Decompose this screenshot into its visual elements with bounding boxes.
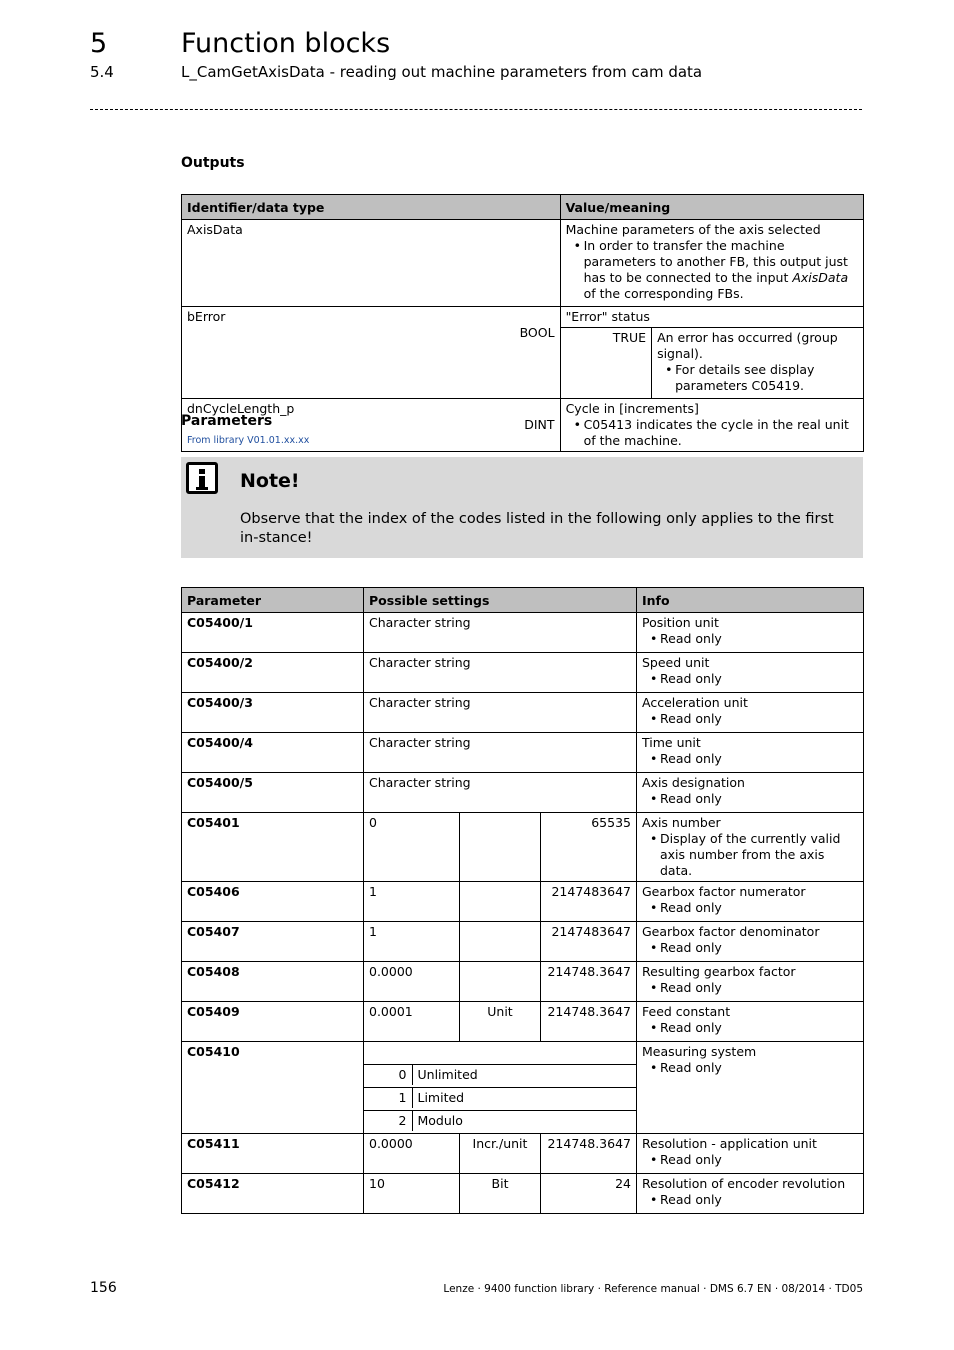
value-desc-text: An error has occurred (group signal). — [657, 330, 838, 361]
param-code: C05400/4 — [182, 733, 364, 773]
param-info-text: Resolution - application unit — [642, 1136, 817, 1151]
param-info-text: Position unit — [642, 615, 719, 630]
header-divider — [90, 109, 862, 110]
param-info — [637, 613, 864, 653]
param-min: 0.0000 — [364, 962, 460, 1002]
param-unit — [460, 922, 541, 962]
param-info-text: Axis number — [642, 815, 721, 830]
param-code: C05407 — [182, 922, 364, 962]
output-type: DINT — [524, 417, 555, 432]
note-text: Observe that the index of the codes listed in the following only applies to the first in-stance! — [240, 511, 834, 546]
table-row — [182, 220, 864, 307]
param-info — [637, 1002, 864, 1042]
library-version-link[interactable]: From library V01.01.xx.xx — [187, 435, 310, 446]
param-info — [637, 1042, 864, 1134]
option-value: 2 — [364, 1111, 412, 1131]
option-label: Unlimited — [417, 1067, 478, 1082]
table-row — [182, 922, 864, 962]
param-code: C05411 — [182, 1134, 364, 1174]
table-row — [182, 1042, 864, 1065]
output-name: bError — [187, 309, 226, 324]
param-code: C05400/3 — [182, 693, 364, 733]
section-title: L_CamGetAxisData - reading out machine parameters from cam data — [181, 63, 703, 81]
table-row — [182, 813, 864, 882]
table-row — [182, 1174, 864, 1214]
table-row — [182, 882, 864, 922]
param-min: 0 — [364, 813, 460, 882]
berror-values — [561, 328, 863, 398]
table-row — [182, 613, 864, 653]
info-icon — [186, 462, 218, 494]
param-info — [637, 733, 864, 773]
param-info-text: Axis designation — [642, 775, 745, 790]
param-info-text: Measuring system — [642, 1044, 757, 1059]
output-name: dnCycleLength_p — [187, 401, 295, 416]
chapter-title: Function blocks — [181, 28, 391, 59]
value-true: TRUE — [561, 328, 652, 398]
param-min: 1 — [364, 882, 460, 922]
table-row — [182, 307, 864, 399]
bullet-item — [584, 238, 858, 302]
param-unit: Incr./unit — [460, 1134, 541, 1174]
col-header-parameter: Parameter — [182, 588, 364, 613]
param-info-text: Speed unit — [642, 655, 710, 670]
param-code: C05400/5 — [182, 773, 364, 813]
param-max: 2147483647 — [541, 922, 637, 962]
param-code: C05400/1 — [182, 613, 364, 653]
output-desc — [560, 307, 863, 399]
bullet-item: • Read only — [660, 631, 858, 647]
param-setting: Character string — [364, 773, 637, 813]
param-info — [637, 1134, 864, 1174]
param-max: 65535 — [541, 813, 637, 882]
param-info — [637, 922, 864, 962]
table-row — [182, 1002, 864, 1042]
bullet-item: • Read only — [660, 751, 858, 767]
param-max: 214748.3647 — [541, 962, 637, 1002]
param-info — [637, 1174, 864, 1214]
footer-text: Lenze · 9400 function library · Reference manual · DMS 6.7 EN · 08/2014 · TD05 — [443, 1283, 863, 1295]
output-name: AxisData — [182, 220, 561, 307]
table-row — [182, 733, 864, 773]
param-unit — [460, 813, 541, 882]
param-info — [637, 962, 864, 1002]
col-header-info: Info — [637, 588, 864, 613]
output-name-cell — [182, 307, 561, 399]
param-unit — [460, 882, 541, 922]
param-code: C05412 — [182, 1174, 364, 1214]
param-min: 1 — [364, 922, 460, 962]
param-info — [637, 693, 864, 733]
output-desc-text: "Error" status — [561, 307, 863, 328]
param-max: 214748.3647 — [541, 1134, 637, 1174]
bullet-emphasis: AxisData — [792, 270, 849, 285]
bullet-item: • Read only — [660, 711, 858, 727]
option-label: Limited — [417, 1090, 465, 1105]
option-cell — [364, 1111, 637, 1134]
option-label: Modulo — [417, 1113, 463, 1128]
table-row — [182, 1134, 864, 1174]
param-info — [637, 813, 864, 882]
bullet-item: • Read only — [660, 1060, 858, 1076]
param-info-text: Time unit — [642, 735, 701, 750]
param-info — [637, 773, 864, 813]
table-row — [182, 773, 864, 813]
param-min: 0.0000 — [364, 1134, 460, 1174]
param-info-text: Gearbox factor numerator — [642, 884, 806, 899]
output-desc — [560, 220, 863, 307]
table-row — [182, 399, 864, 452]
table-row — [182, 653, 864, 693]
bullet-item: • Read only — [660, 671, 858, 687]
bullet-item: • Read only — [660, 980, 858, 996]
param-min: 0.0001 — [364, 1002, 460, 1042]
table-row — [182, 962, 864, 1002]
bullet-item: • Read only — [660, 1020, 858, 1036]
outputs-table — [181, 194, 864, 452]
option-value: 1 — [364, 1088, 412, 1108]
col-header-identifier: Identifier/data type — [182, 195, 561, 220]
param-code: C05408 — [182, 962, 364, 1002]
output-desc-text: Cycle in [increments] — [565, 401, 699, 416]
chapter-number: 5 — [90, 28, 108, 59]
parameters-table — [181, 587, 864, 1214]
param-min: 10 — [364, 1174, 460, 1214]
param-code: C05400/2 — [182, 653, 364, 693]
param-setting: Character string — [364, 733, 637, 773]
option-cell — [364, 1088, 637, 1111]
param-code: C05409 — [182, 1002, 364, 1042]
param-setting-blank — [364, 1042, 637, 1065]
bullet-item: • Read only — [660, 1152, 858, 1168]
param-max: 2147483647 — [541, 882, 637, 922]
bullet-item: • C05413 indicates the cycle in the real unit of the machine. — [584, 417, 858, 449]
param-info-text: Resolution of encoder revolution — [642, 1176, 846, 1191]
param-code: C05410 — [182, 1042, 364, 1134]
param-code: C05401 — [182, 813, 364, 882]
param-setting: Character string — [364, 693, 637, 733]
param-setting: Character string — [364, 653, 637, 693]
bullet-item: • Read only — [660, 791, 858, 807]
param-info-text: Acceleration unit — [642, 695, 748, 710]
output-desc — [560, 399, 863, 452]
value-true-desc — [652, 328, 863, 398]
bullet-text: In order to transfer the machine parameters to another FB, this output just has to be connected to the input — [583, 238, 848, 285]
output-type: BOOL — [519, 325, 555, 340]
bullet-item: • Read only — [660, 1192, 858, 1208]
option-cell — [364, 1065, 637, 1088]
outputs-heading: Outputs — [181, 155, 245, 171]
parameters-heading: Parameters — [181, 413, 273, 429]
param-info-text: Feed constant — [642, 1004, 731, 1019]
note-heading: Note! — [240, 470, 300, 492]
param-info — [637, 882, 864, 922]
table-row — [182, 693, 864, 733]
col-header-settings: Possible settings — [364, 588, 637, 613]
param-info-text: Gearbox factor denominator — [642, 924, 820, 939]
param-info — [637, 653, 864, 693]
col-header-value: Value/meaning — [560, 195, 863, 220]
param-info-text: Resulting gearbox factor — [642, 964, 796, 979]
bullet-item: • Read only — [660, 940, 858, 956]
bullet-item: • Read only — [660, 900, 858, 916]
bullet-text: of the corresponding FBs. — [583, 286, 744, 301]
option-value: 0 — [364, 1065, 412, 1085]
bullet-item: • For details see display parameters C05419. — [675, 362, 858, 394]
bullet-item: • Display of the currently valid axis number from the axis data. — [660, 831, 858, 879]
param-max: 24 — [541, 1174, 637, 1214]
page-number: 156 — [90, 1280, 117, 1296]
note-box — [181, 457, 863, 558]
param-max: 214748.3647 — [541, 1002, 637, 1042]
param-unit — [460, 962, 541, 1002]
param-setting: Character string — [364, 613, 637, 653]
output-desc-text: Machine parameters of the axis selected — [565, 222, 821, 237]
param-code: C05406 — [182, 882, 364, 922]
section-number: 5.4 — [90, 63, 114, 81]
param-unit: Bit — [460, 1174, 541, 1214]
param-unit: Unit — [460, 1002, 541, 1042]
